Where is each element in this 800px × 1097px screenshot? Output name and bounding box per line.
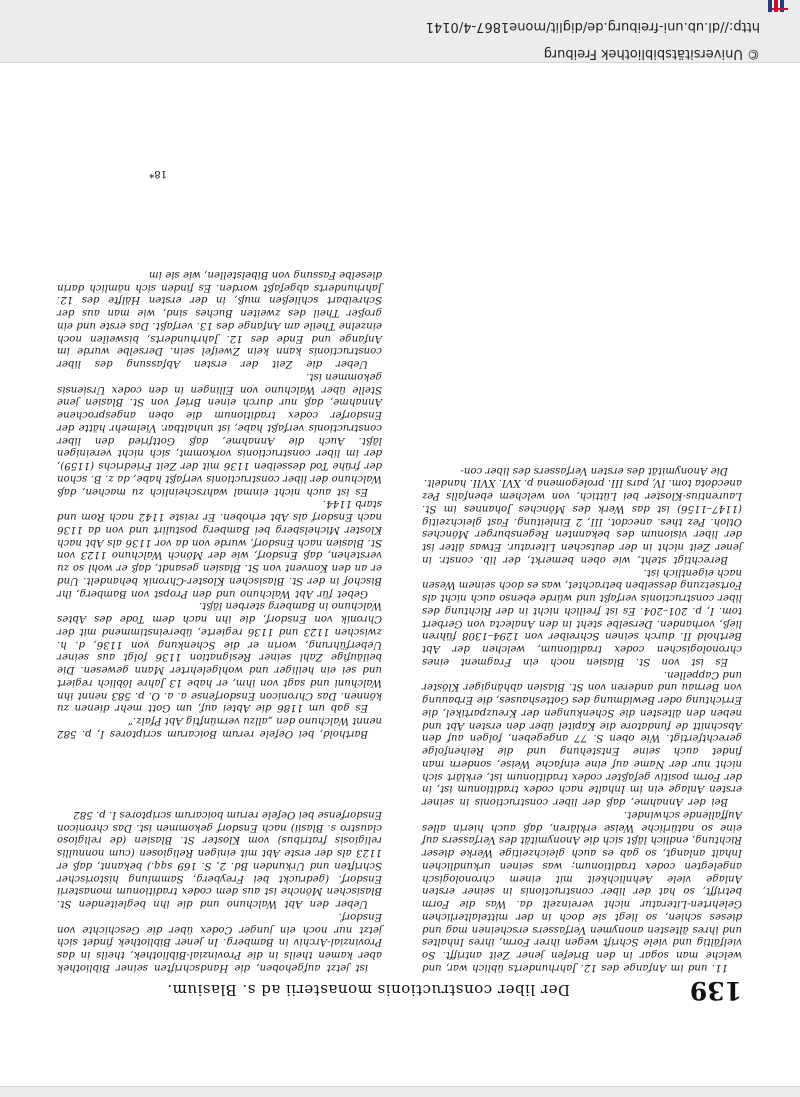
- paragraph: Bei der Annahme, daß der liber constructionis in seiner ersten Anlage ein im Inhalte nach codex traditionum ist, in der Form positiv gefaßter codex traditionum ist, erklärt sich nicht nur der Name auf eine einfache Weise, sondern man findet auch seine Entstehung und die Reihenfolge gerechtfertigt. Wie oben S. 77 angegeben, folgen auf den Abschnitt de fundatore die Kapitel über den ersten Abt und neben den ältesten die Schenkungen der Kreuzpartikel, die Errichtung oder Bewidmung des Gotteshauses, die Erbauung von Bernau und anderen von St. Blasien abhängiger Klöster und Cappellen.: [422, 668, 742, 808]
- page-number: 139: [689, 976, 742, 1005]
- paragraph: Berechtigt steht, wie oben bemerkt, der lib. constr. in jener Zeit nicht in der deutschen Literatur. Etwas älter ist der liber visionum des bekannten Regensburger Mönches Otloh. Pez thes. anecdot. III, 2 Einleitung. Fast gleichzeitig (1147–1156) ist das Werk des Mönches Johannes im St. Laurentius-Kloster bei Lüttich, von welchem ebenfalls Pez anecdota tom. IV, pars III. prolegomena p. XVI. XVII. handelt.: [422, 477, 742, 565]
- right-text-column-bottom: [57, 199, 382, 739]
- document-url[interactable]: http://dl.ub.uni-freiburg.de/diglit/mone1867-4/0141: [425, 19, 760, 34]
- paragraph: ist jetzt aufgehoben, die Handschriften seiner Bibliothek aber kamen theils in die Provinzial-Bibliothek, theils in das Provinzial-Archiv in Bamberg. In jener Bibliothek findet sich jetzt nur noch ein junger Codex über die Geschichte von Ensdorf.: [57, 911, 382, 973]
- paragraph: Barthold, bei Oefele rerum Boicarum scriptores I, p. 582 nennt Walchuno den „allzu vernünftig Abt Pfalz.“: [57, 715, 382, 739]
- paragraph: Es ist von St. Blasien noch ein Fragment eines chronologischen codex traditionum, welchen der Abt Berthold II. durch seinen Schreiber von 1294–1308 führen ließ, vorhanden. Derselbe steht in den Analecta von Gerbert tom. I, p. 201–204. Es ist freilich nicht in der Richtung des liber constructionis verfaßt und würde ebenso auch nicht als Fortsetzung desselben betrachtet, was es doch seinem Wesen nach eigentlich ist.: [422, 566, 742, 667]
- paragraph: Es ist auch nicht einmal wahrscheinlich zu machen, daß Walchuno der liber constructionis verfaßt habe, da z. B. schon der frühe Tod desselben 1136 mit der Zeit Friedrichs (1159), der im liber constructionis vorkommt, sich nicht vereinigen läßt. Auch die Annahme, daß Gottfried den liber constructionis verfaßt habe, ist unhaltbar. Vielmehr hätte der Ensdorfer codex traditionum die oben angesprochene Annahme, daß nur durch einen Brief von St. Blasien jene Stelle über Walchuno von Ellingen in den codex Ursiensis gekommen ist.: [57, 371, 382, 497]
- paragraph: Gebet für Abt Walchuno und den Propst von Bamberg, ihr Bischof in der St. Blasischen Kloster-Chronik behandelt. Und er an den Konvent von St. Blasien gesandt, daß er wohl so zu verstehen, daß Ensdorf, wie der Mönch Walchuno 1123 von St. Blasien nach Ensdorf, wurde von da vor 1136 als Abt nach Kloster Michelsberg bei Bamberg postulirt und von da 1136 nach Ensdorf als Abt erhoben. Er reiste 1142 nach Rom und starb 1144.: [57, 498, 382, 599]
- paragraph: Die Anonymität des ersten Verfassers des liber con-: [460, 464, 728, 476]
- paragraph: Ueber den Abt Walchuno und die ihn begleitenden St. Blasischen Mönche ist aus dem codex traditionum monasterii Ensdorf. (gedruckt bei Freyberg, Sammlung historischer Schriften und Urkunden Bd. 2, S. 169 sqq.) bekannt, daß er 1123 als der erste Abt mit einigen Religiosen (cum nonnullis religiosis fratribus) vom Kloster St. Blasien (de religioso claustro s. Blasii) nach Ensdorf gekommen ist. Das chronicon Ensdorfense bei Oefele rerum boicarum scriptores I. p. 582: [57, 809, 382, 910]
- running-head: Der liber constructionis monasterii ad s. Blasium.: [166, 981, 570, 999]
- paragraph: Es gab um 1186 die Abtei auf, um Gott mehr dienen zu können. Das Chronicon Ensdorfense a. a. O. p. 583 nennt ihn Walchuni und sagt von ihm, er habe 13 Jahre löblich regiert und sei ein heiliger und wohlgelehrter Mann gewesen. Die beiläufige Zahl seiner Resignation 1136 folgt aus seiner Ueberführung, worin er die Schenkung von 1136, d. h. zwischen 1123 und 1136 regierte, übereinstimmend mit der Chronik von Ensdorf, die ihn nach dem Tode des Abtes Walchuno in Bamberg sterben läßt.: [57, 600, 382, 714]
- right-text-column-top: [57, 743, 382, 973]
- copyright-notice: © Universitätsbibliothek Freiburg: [543, 46, 760, 61]
- university-logo-icon: [756, 0, 796, 12]
- paragraph: 11. und im Anfange des 12. Jahrhunderts üblich war, und welche man sogar in den Briefen jener Zeit antrifft. So vielfältig und viele Schrift wegen ihrer Form, ihres Inhaltes und ihres ältesten anonymen Verfassers erscheinen mag und dieses schien, so liegt sie doch in der mittelalterlichen Gelehrten-Literatur nicht vereinzelt da. Was die Form betrifft, so hat der liber constructionis in seiner ersten Anlage viele Aehnlichkeit mit einem chronologisch angelegten codex traditionum; was seinen urkundlichen Inhalt anlangt, so gab es auch gleichzeitige Werke dieser Richtung, endlich läßt sich die Anonymität des Verfassers auf eine so natürliche Weise erklären, daß auch hierin alles Auffallende schwindet.: [422, 809, 742, 973]
- left-text-column: [422, 253, 742, 973]
- signature-mark: 18*: [149, 168, 167, 179]
- paragraph: Ueber die Zeit der ersten Abfassung des liber constructionis kann kein Zweifel sein. Derselbe wurde im Anfange und Ende des 12. Jahrhunderts, bisweilen noch einzelne Theile am Anfange des 13. verfaßt. Das erste und ein großer Theil des zweiten Buches sind, wie man aus der Schreibart schließen muß, in der ersten Hälfte des 12. Jahrhunderts abgefaßt worden. Es finden sich nämlich darin dieselbe Fassung von Bibelstellen, wie sie im: [57, 269, 382, 370]
